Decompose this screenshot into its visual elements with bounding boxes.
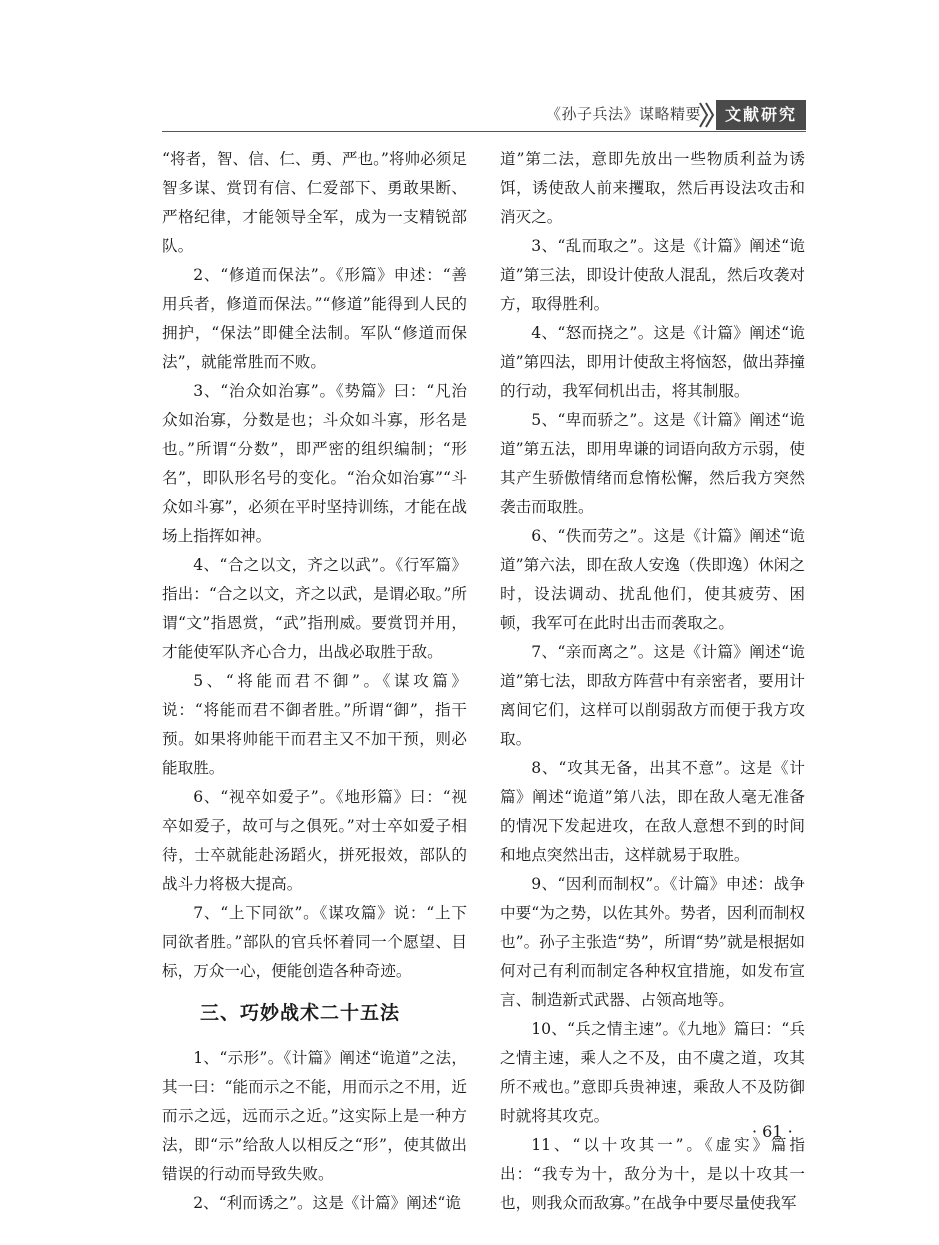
paragraph: 1、“示形”。《计篇》阐述“诡道”之法，其一曰：“能而示之不能，用而示之不用，近而示之远，远而示之近。”这实际上是一种方法，即“示”给敌人以相反之“形”，使其做出错误的行动而导致失败。 — [162, 1049, 467, 1183]
running-header-title: 《孙子兵法》谋略精要 — [545, 105, 701, 123]
paragraph: 6、“佚而劳之”。这是《计篇》阐述“诡道”第六法，即在敌人安逸（佚即逸）休闲之时，设法调动、扰乱他们，使其疲劳、困顿，我军可在此时出击而袭取之。 — [500, 527, 805, 632]
paragraph: “将者，智、信、仁、勇、严也。”将帅必须足智多谋、赏罚有信、仁爱部下、勇敢果断、严格纪律，才能领导全军，成为一支精锐部队。 — [162, 150, 467, 255]
paragraph: 11、“以十攻其一”。《虚实》篇指出：“我专为十，敌分为十，是以十攻其一也，则我众而敌寡。”在战争中要尽量使我军 — [500, 1136, 805, 1212]
paragraph: 6、“视卒如爱子”。《地形篇》曰：“视卒如爱子，故可与之俱死。”对士卒如爱子相待，士卒就能赴汤蹈火，拼死报效，部队的战斗力将极大提高。 — [162, 788, 467, 893]
section-heading: 三、巧妙战术二十五法 — [200, 1002, 401, 1024]
paragraph: 2、“修道而保法”。《形篇》申述：“善用兵者，修道而保法。”“修道”能得到人民的拥护，“保法”即健全法制。军队“修道而保法”，就能常胜而不败。 — [162, 266, 467, 371]
paragraph: 5、“将能而君不御”。《谋攻篇》说：“将能而君不御者胜。”所谓“御”，指干预。如果将帅能干而君主又不加干预，则必能取胜。 — [162, 672, 467, 777]
header-rule — [162, 131, 806, 132]
paragraph: 9、“因利而制权”。《计篇》申述：战争中要“为之势，以佐其外。势者，因利而制权也”。孙子主张造“势”，所谓“势”就是根据如何对己有利而制定各种权宜措施，如发布宣言、制造新式武器、占领高地等。 — [500, 875, 805, 1009]
left-column — [162, 145, 467, 1218]
right-column — [500, 145, 805, 1218]
running-header — [0, 100, 806, 130]
paragraph: 7、“上下同欲”。《谋攻篇》说：“上下同欲者胜。”部队的官兵怀着同一个愿望、目标，万众一心，便能创造各种奇迹。 — [162, 904, 467, 980]
paragraph: 3、“治众如治寡”。《势篇》曰：“凡治众如治寡，分数是也；斗众如斗寡，形名是也。”所谓“分数”，即严密的组织编制；“形名”，即队形名号的变化。“治众如治寡”“斗众如斗寡”，必须在平时坚持训练，才能在战场上指挥如神。 — [162, 382, 467, 545]
page-number: · 61 · — [752, 1122, 793, 1141]
paragraph: 7、“亲而离之”。这是《计篇》阐述“诡道”第七法，即敌方阵营中有亲密者，要用计离间它们，这样可以削弱敌方而便于我方攻取。 — [500, 643, 805, 748]
paragraph: 5、“卑而骄之”。这是《计篇》阐述“诡道”第五法，即用卑谦的词语向敌方示弱，使其产生骄傲情绪而怠惰松懈，然后我方突然袭击而取胜。 — [500, 411, 805, 516]
double-chevron-icon — [698, 101, 716, 129]
paragraph: 道”第二法，意即先放出一些物质利益为诱饵，诱使敌人前来攫取，然后再设法攻击和消灭之。 — [500, 150, 805, 226]
paragraph: 2、“利而诱之”。这是《计篇》阐述“诡 — [193, 1194, 461, 1212]
paragraph: 4、“合之以文，齐之以武”。《行军篇》指出：“合之以文，齐之以武，是谓必取。”所谓“文”指恩赏，“武”指刑威。要赏罚并用，才能使军队齐心合力，出战必取胜于敌。 — [162, 556, 467, 661]
paragraph: 4、“怒而挠之”。这是《计篇》阐述“诡道”第四法，即用计使敌主将恼怒，做出莽撞的行动，我军伺机出击，将其制服。 — [500, 324, 805, 400]
paragraph: 10、“兵之情主速”。《九地》篇曰：“兵之情主速，乘人之不及，由不虞之道，攻其所不戒也。”意即兵贵神速，乘敌人不及防御时就将其攻克。 — [500, 1020, 805, 1125]
section-tab: 文献研究 — [716, 100, 806, 130]
paragraph: 8、“攻其无备，出其不意”。这是《计篇》阐述“诡道”第八法，即在敌人毫无准备的情况下发起进攻，在敌人意想不到的时间和地点突然出击，这样就易于取胜。 — [500, 759, 805, 864]
paragraph: 3、“乱而取之”。这是《计篇》阐述“诡道”第三法，即设计使敌人混乱，然后攻袭对方，取得胜利。 — [500, 237, 805, 313]
